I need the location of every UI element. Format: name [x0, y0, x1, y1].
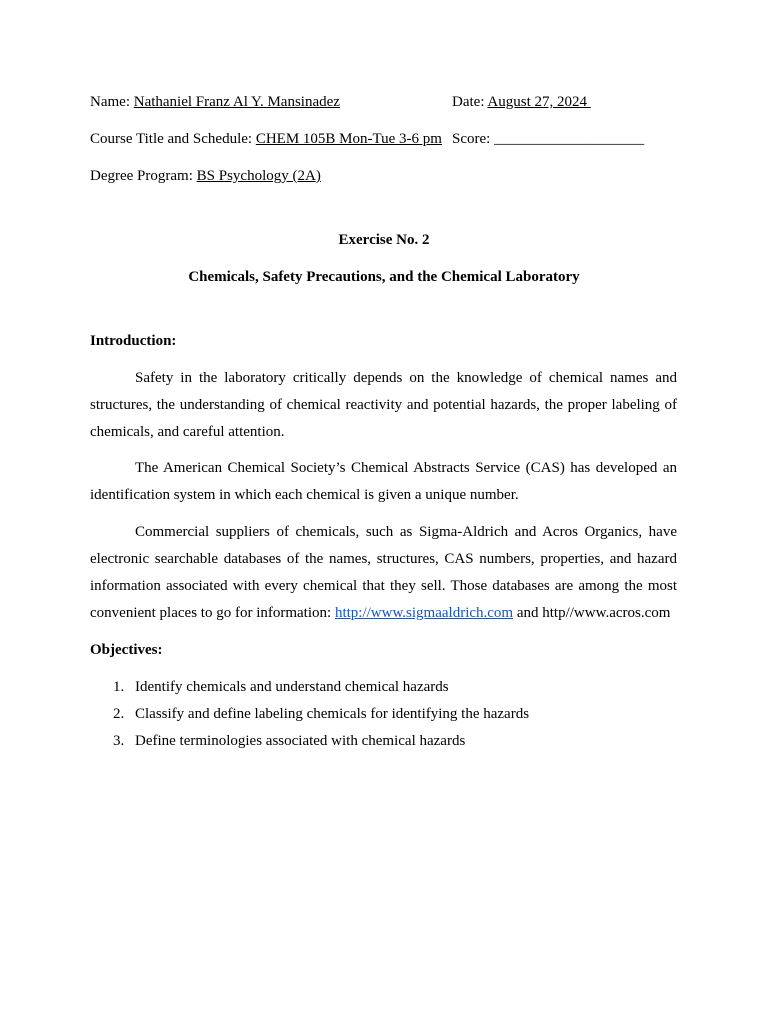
objective-number: 2.: [113, 706, 125, 722]
score-label: Score:: [452, 131, 495, 147]
objective-number: 3.: [113, 733, 125, 749]
course-value: CHEM 105B Mon-Tue 3-6 pm: [255, 131, 442, 147]
degree-value: BS Psychology (2A): [196, 168, 321, 184]
course-label: Course Title and Schedule:: [90, 131, 256, 147]
date-label: Date:: [452, 94, 488, 110]
intro-paragraph-3-tail: and http//www.acros.com: [513, 605, 671, 621]
objective-item: [90, 704, 529, 724]
score-blank: ____________________: [494, 131, 645, 147]
degree-row: [90, 166, 321, 186]
intro-paragraph-1-text: Safety in the laboratory critically depends on the knowledge of chemical names and structures, the understanding of chemical reactivity and potential hazards, the proper labeling of chemicals, and careful attention.: [90, 370, 677, 440]
date-value: August 27, 2024: [487, 94, 591, 110]
objective-number: 1.: [113, 679, 125, 695]
intro-paragraph-2: [90, 455, 677, 509]
score-row: [452, 129, 644, 149]
intro-paragraph-3: [90, 519, 677, 627]
objective-item: [90, 677, 449, 697]
objective-text: Identify chemicals and understand chemical hazards: [135, 679, 449, 695]
intro-paragraph-1: [90, 365, 677, 446]
intro-paragraph-3-text: Commercial suppliers of chemicals, such as Sigma-Aldrich and Acros Organics, have electronic searchable databases of the names, structures, CAS numbers, properties, and hazard information associated with every chemical that they sell. Those databases are among the most convenient places to go for information:: [90, 524, 677, 621]
objective-text: Define terminologies associated with chemical hazards: [135, 733, 466, 749]
name-label: Name:: [90, 94, 134, 110]
date-row: [452, 92, 591, 112]
exercise-subtitle: Chemicals, Safety Precautions, and the Chemical Laboratory: [188, 269, 580, 285]
course-row: [90, 129, 442, 149]
name-value: Nathaniel Franz Al Y. Mansinadez: [133, 94, 340, 110]
degree-label: Degree Program:: [90, 168, 197, 184]
objectives-heading: Objectives:: [90, 642, 163, 658]
name-row: [90, 92, 340, 112]
intro-paragraph-2-text: The American Chemical Society’s Chemical Abstracts Service (CAS) has developed an identification system in which each chemical is given a unique number.: [90, 460, 677, 503]
sigmaaldrich-link[interactable]: http://www.sigmaaldrich.com: [334, 605, 514, 621]
exercise-title: Exercise No. 2: [338, 232, 430, 248]
objective-item: [90, 731, 465, 751]
introduction-heading: Introduction:: [90, 333, 177, 349]
objective-text: Classify and define labeling chemicals for identifying the hazards: [135, 706, 530, 722]
